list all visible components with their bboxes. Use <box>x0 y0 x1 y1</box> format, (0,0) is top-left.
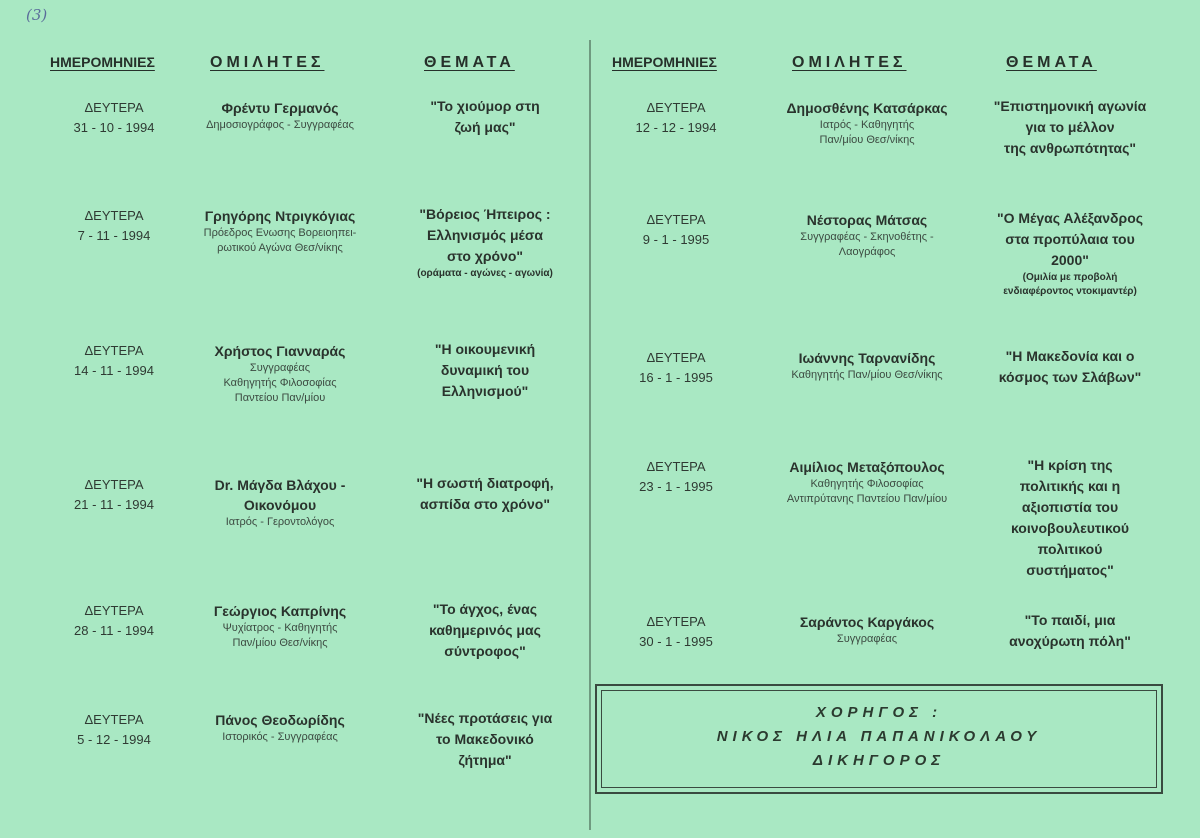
speaker-left-4 <box>175 475 385 530</box>
session-day: ΔΕΥΤΕΡΑ <box>646 459 706 474</box>
topic-line: πολιτικού <box>1037 541 1103 557</box>
session-date-left-4 <box>64 475 164 515</box>
session-date-left-3 <box>64 341 164 381</box>
speaker-name: Αιμίλιος Μεταξόπουλος <box>789 459 945 475</box>
topic-line: ζωή μας" <box>454 119 516 135</box>
session-date-right-3 <box>626 348 726 388</box>
topic-line: στο χρόνο" <box>446 248 524 264</box>
topic-note: (οράματα - αγώνες - αγωνία) <box>417 268 553 279</box>
session-date-text: 12 - 12 - 1994 <box>635 120 717 135</box>
session-date-text: 28 - 11 - 1994 <box>74 623 154 638</box>
speaker-description: Δημοσιογράφος - Συγγραφέας <box>206 119 354 131</box>
speaker-description: Λαογράφος <box>838 246 896 258</box>
topic-line: "Ο Μέγας Αλέξανδρος <box>996 210 1144 226</box>
speaker-name: Ιωάννης Ταρνανίδης <box>798 350 936 366</box>
speaker-description: Ιατρός - Καθηγητής <box>819 119 915 131</box>
speaker-right-5 <box>762 612 972 647</box>
speaker-description: Ψυχίατρος - Καθηγητής <box>222 622 338 634</box>
topic-line: σύντροφος" <box>444 643 526 659</box>
topic-right-4 <box>985 455 1155 581</box>
session-date-text: 14 - 11 - 1994 <box>74 363 154 378</box>
topic-line: "Το άγχος, ένας <box>432 601 538 617</box>
speaker-name: Δημοσθένης Κατσάρκας <box>786 100 948 116</box>
topic-right-3 <box>985 346 1155 388</box>
topic-right-5 <box>985 610 1155 652</box>
topic-line: Ελληνισμός μέσα <box>426 227 544 243</box>
speaker-name: Χρήστος Γιανναράς <box>214 343 346 359</box>
topic-line: Ελληνισμού" <box>441 383 529 399</box>
topic-line: "Η οικουμενική <box>434 341 536 357</box>
topic-line: "Νέες προτάσεις για <box>417 710 553 726</box>
topic-line: ασπίδα στο χρόνο" <box>420 496 550 512</box>
speaker-description: Ιστορικός - Συγγραφέας <box>222 731 338 743</box>
session-date-left-6 <box>64 710 164 750</box>
session-date-right-2 <box>626 210 726 250</box>
topic-note: ενδιαφέροντος ντοκιμαντέρ) <box>1003 286 1137 297</box>
speaker-name: Φρέντυ Γερμανός <box>221 100 339 116</box>
topic-line: στα προπύλαια του <box>1005 231 1135 247</box>
speaker-description: Παντείου Παν/μίου <box>234 392 326 404</box>
speaker-name: Πάνος Θεοδωρίδης <box>215 712 345 728</box>
speaker-description: Συγγραφέας <box>249 362 311 374</box>
speaker-name: Γεώργιος Καπρίνης <box>213 603 347 619</box>
topic-line: ανοχύρωτη πόλη" <box>1009 633 1131 649</box>
speaker-description: Συγγραφέας <box>836 633 898 645</box>
session-day: ΔΕΥΤΕΡΑ <box>84 343 144 358</box>
header-dates-right: ΗΜΕΡΟΜΗΝΙΕΣ <box>612 54 717 70</box>
session-day: ΔΕΥΤΕΡΑ <box>646 212 706 227</box>
speaker-right-4 <box>762 457 972 507</box>
session-day: ΔΕΥΤΕΡΑ <box>646 100 706 115</box>
session-day: ΔΕΥΤΕΡΑ <box>84 477 144 492</box>
header-topics-left: ΘΕΜΑΤΑ <box>424 54 515 71</box>
session-date-left-1 <box>64 98 164 138</box>
speaker-name: Dr. Μάγδα Βλάχου - <box>214 477 346 493</box>
speaker-name: Νέστορας Μάτσας <box>806 212 928 228</box>
session-day: ΔΕΥΤΕΡΑ <box>84 100 144 115</box>
speaker-description: Πρόεδρος Ενωσης Βορειοηπει- <box>203 227 357 239</box>
session-date-text: 5 - 12 - 1994 <box>77 732 151 747</box>
session-date-text: 7 - 11 - 1994 <box>77 228 151 243</box>
speaker-description: Καθηγητής Φιλοσοφίας <box>223 377 337 389</box>
session-date-right-5 <box>626 612 726 652</box>
topic-line: αξιοπιστία του <box>1021 499 1119 515</box>
topic-line: "Η Μακεδονία και ο <box>1005 348 1135 364</box>
speaker-left-1 <box>175 98 385 133</box>
topic-line: "Το χιούμορ στη <box>430 98 540 114</box>
topic-right-1 <box>985 96 1155 159</box>
topic-line: "Το παιδί, μια <box>1024 612 1116 628</box>
speaker-right-2 <box>762 210 972 260</box>
session-date-text: 16 - 1 - 1995 <box>639 370 713 385</box>
topic-line: "Επιστημονική αγωνία <box>993 98 1147 114</box>
speaker-name: Γρηγόρης Ντριγκόγιας <box>204 208 356 224</box>
topic-left-5 <box>400 599 570 662</box>
topic-line: της ανθρωπότητας" <box>1003 140 1137 156</box>
speaker-description: Ιατρός - Γεροντολόγος <box>225 516 335 528</box>
sponsor-box <box>595 684 1163 794</box>
topic-line: "Η κρίση της <box>1027 457 1113 473</box>
topic-line: δυναμική του <box>440 362 530 378</box>
session-day: ΔΕΥΤΕΡΑ <box>84 603 144 618</box>
topic-note: (Ομιλία με προβολή <box>1022 272 1118 283</box>
session-day: ΔΕΥΤΕΡΑ <box>84 712 144 727</box>
session-date-left-5 <box>64 601 164 641</box>
topic-line: πολιτικής και η <box>1019 478 1121 494</box>
topic-left-6 <box>400 708 570 771</box>
speaker-description: Συγγραφέας - Σκηνοθέτης - <box>800 231 934 243</box>
speaker-description: ρωτικού Αγώνα Θεσ/νίκης <box>217 242 343 254</box>
topic-line: για το μέλλον <box>1025 119 1115 135</box>
speaker-description: Αντιπρύτανης Παντείου Παν/μίου <box>786 493 948 505</box>
session-date-right-1 <box>626 98 726 138</box>
page-number-mark: (3) <box>26 6 48 24</box>
speaker-description: Καθηγητής Φιλοσοφίας <box>810 478 924 490</box>
speaker-left-5 <box>175 601 385 651</box>
speaker-description: Παν/μίου Θεσ/νίκης <box>232 637 328 649</box>
session-date-text: 31 - 10 - 1994 <box>73 120 155 135</box>
speaker-description: Καθηγητής Παν/μίου Θεσ/νίκης <box>791 369 943 381</box>
topic-left-3 <box>400 339 570 402</box>
topic-right-2 <box>985 208 1155 299</box>
session-date-text: 9 - 1 - 1995 <box>642 232 710 247</box>
session-day: ΔΕΥΤΕΡΑ <box>646 614 706 629</box>
sponsor-title: ΧΟΡΗΓΟΣ : <box>815 704 943 721</box>
header-speakers-left: ΟΜΙΛΗΤΕΣ <box>210 54 325 71</box>
session-day: ΔΕΥΤΕΡΑ <box>646 350 706 365</box>
speaker-description: Παν/μίου Θεσ/νίκης <box>819 134 915 146</box>
topic-line: το Μακεδονικό <box>436 731 534 747</box>
session-date-text: 23 - 1 - 1995 <box>639 479 713 494</box>
sponsor-role: ΔΙΚΗΓΟΡΟΣ <box>812 752 946 769</box>
topic-line: κόσμος των Σλάβων" <box>998 369 1142 385</box>
speaker-left-2 <box>175 206 385 256</box>
speaker-left-3 <box>175 341 385 406</box>
session-date-right-4 <box>626 457 726 497</box>
topic-line: "Η σωστή διατροφή, <box>416 475 554 491</box>
session-day: ΔΕΥΤΕΡΑ <box>84 208 144 223</box>
speaker-name-cont: Οικονόμου <box>243 497 317 513</box>
topic-left-4 <box>400 473 570 515</box>
topic-line: ζήτημα" <box>458 752 512 768</box>
speaker-name: Σαράντος Καργάκος <box>799 614 935 630</box>
header-dates-left: ΗΜΕΡΟΜΗΝΙΕΣ <box>50 54 155 70</box>
topic-line: συστήματος" <box>1026 562 1114 578</box>
session-date-left-2 <box>64 206 164 246</box>
topic-line: καθημερινός μας <box>429 622 541 638</box>
speaker-right-1 <box>762 98 972 148</box>
speaker-left-6 <box>175 710 385 745</box>
header-speakers-right: ΟΜΙΛΗΤΕΣ <box>792 54 907 71</box>
topic-left-1 <box>400 96 570 138</box>
topic-line: "Βόρειος Ήπειρος : <box>419 206 551 222</box>
header-topics-right: ΘΕΜΑΤΑ <box>1006 54 1097 71</box>
topic-line: 2000" <box>1051 252 1089 268</box>
sponsor-name: ΝΙΚΟΣ ΗΛΙΑ ΠΑΠΑΝΙΚΟΛΑΟΥ <box>716 728 1042 745</box>
session-date-text: 21 - 11 - 1994 <box>74 497 154 512</box>
session-date-text: 30 - 1 - 1995 <box>639 634 713 649</box>
topic-line: κοινοβουλευτικού <box>1010 520 1130 536</box>
topic-left-2 <box>400 204 570 281</box>
speaker-right-3 <box>762 348 972 383</box>
fold-divider <box>589 40 591 830</box>
